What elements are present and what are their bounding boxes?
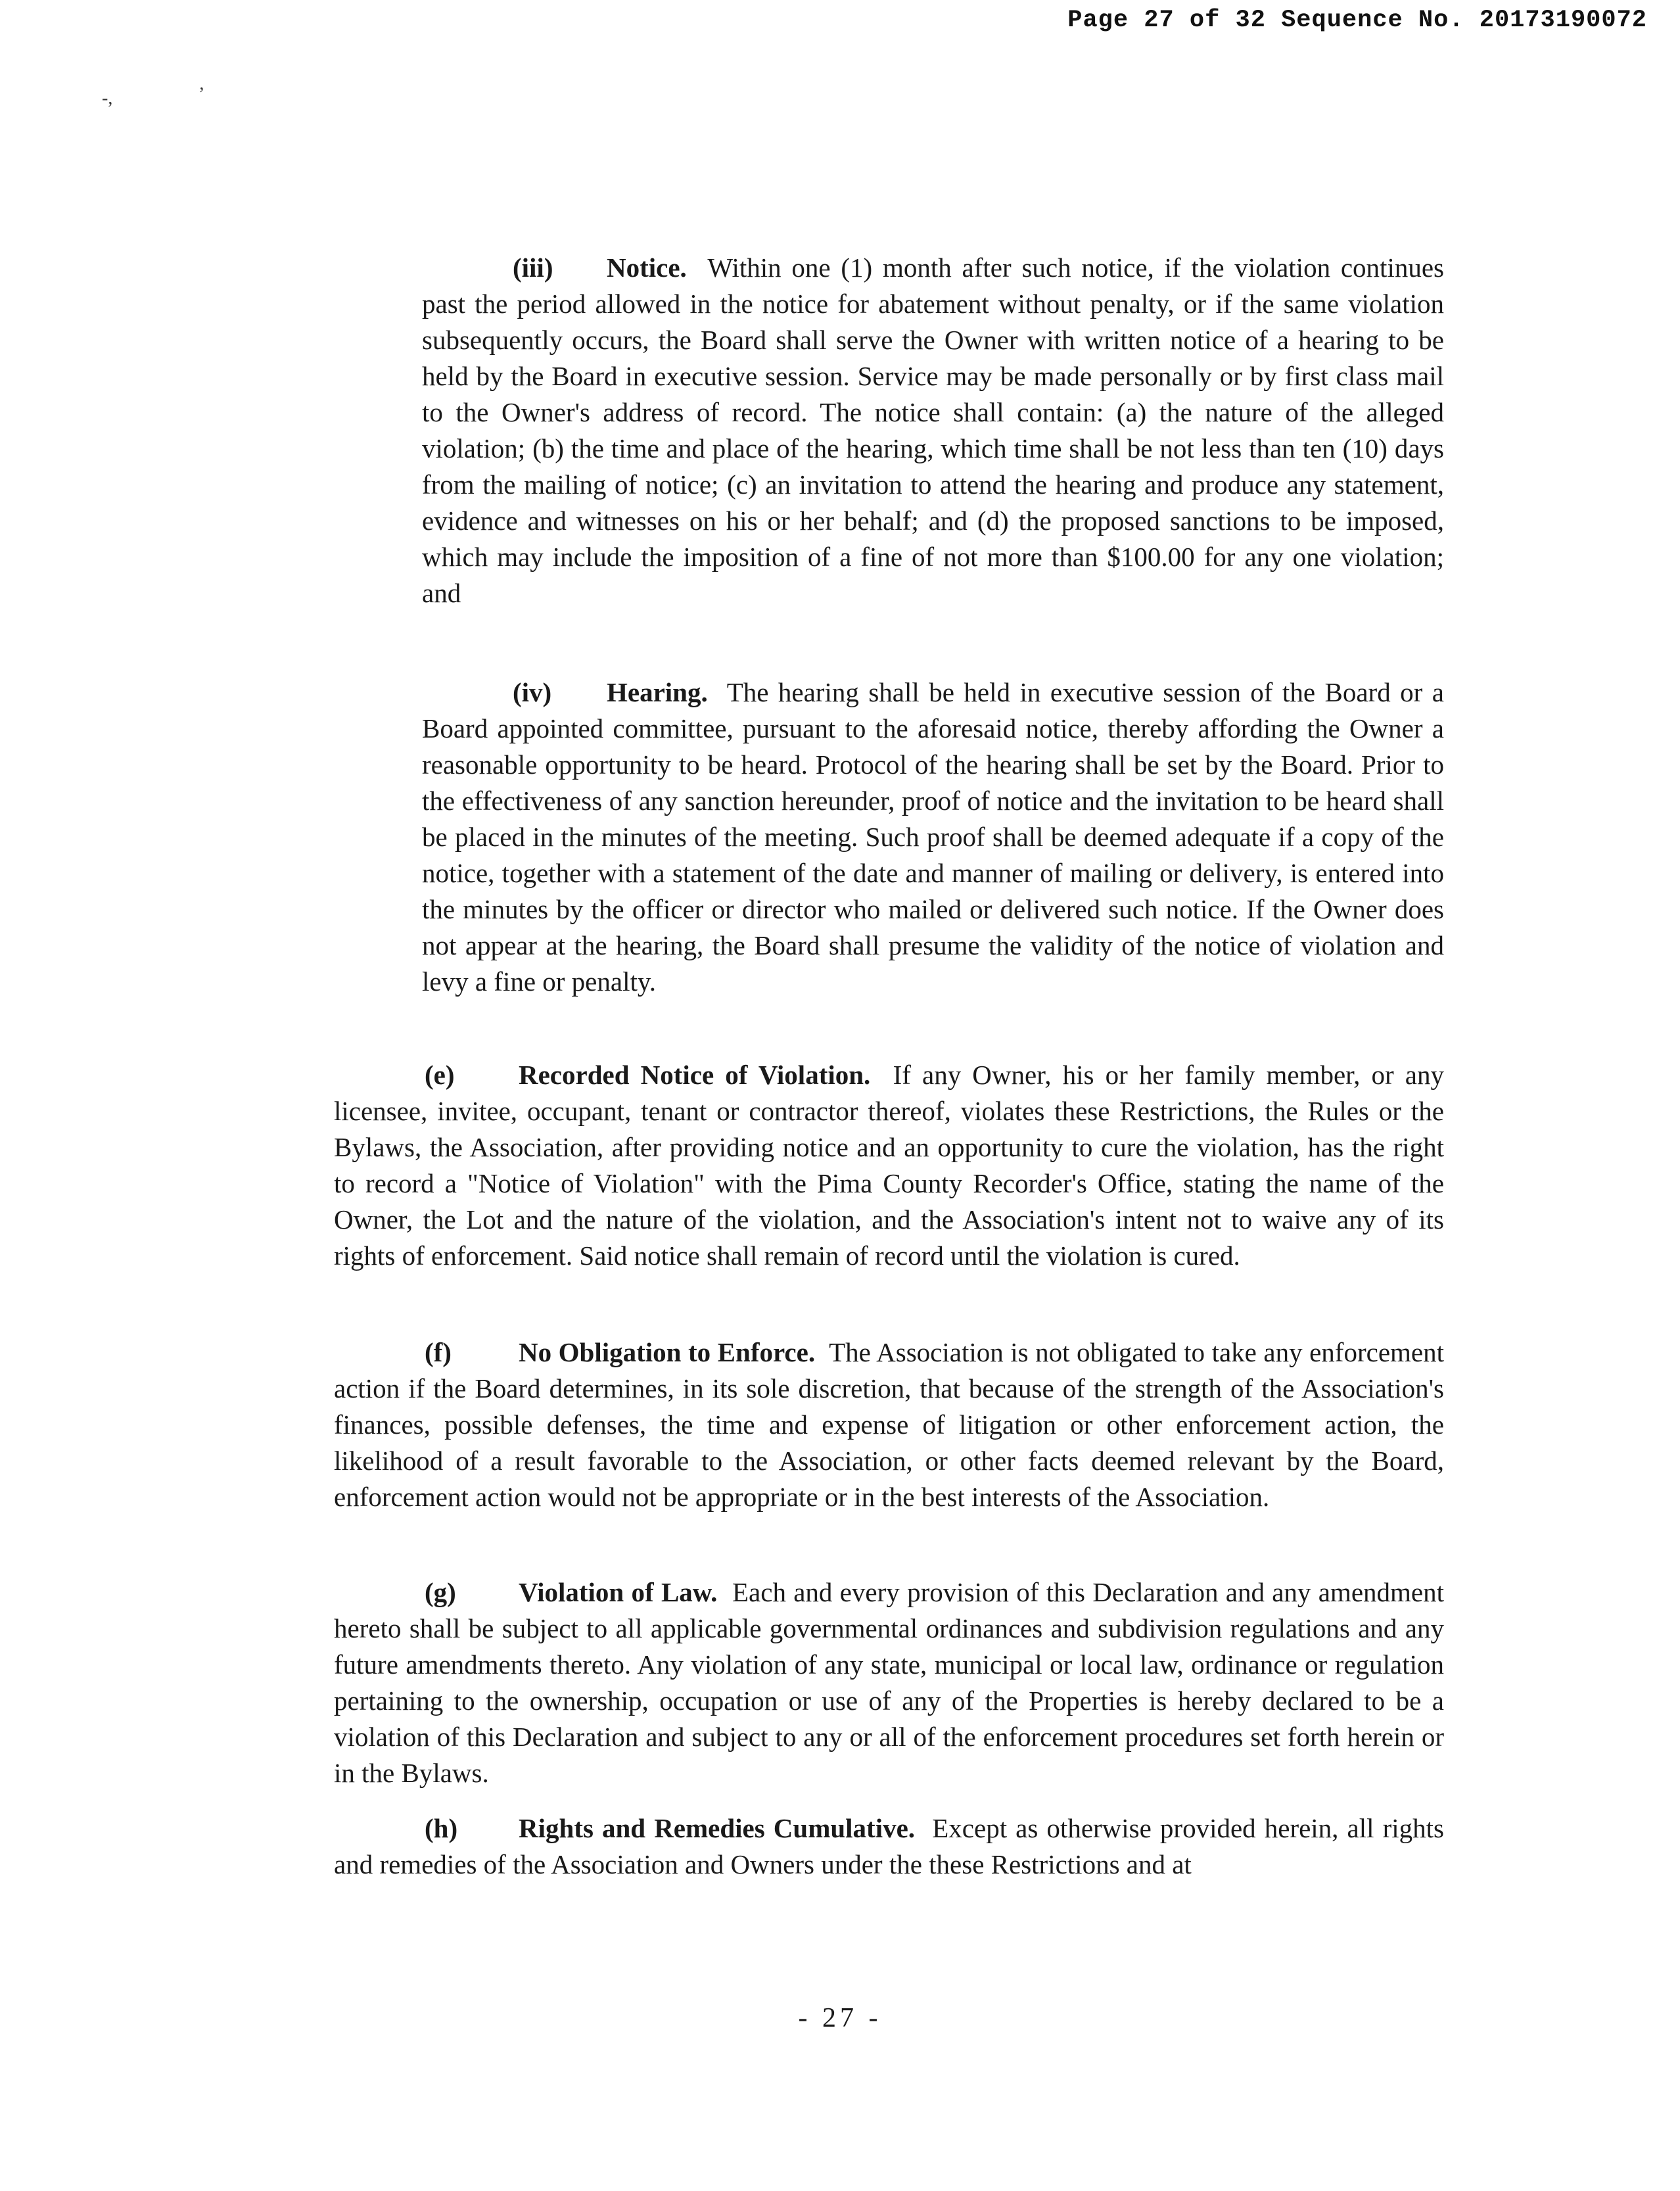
section-number: (iii) xyxy=(513,252,553,283)
section-iii-notice xyxy=(422,250,1444,611)
section-heading: Violation of Law. xyxy=(519,1577,718,1607)
scan-artifact-mark: -, xyxy=(102,88,113,108)
scan-artifact-mark: ʼ xyxy=(198,84,205,105)
section-g-violation-of-law xyxy=(334,1574,1444,1791)
section-body: If any Owner, his or her family member, or any licensee, invitee, occupant, tenant or contractor thereof, violates these Restrictions, the Rules or the Bylaws, the Association, after providing notice and an opportunity to cure the violation, has the right to record a "Notice of Violation" with the Pima County Recorder's Office, stating the name of the Owner, the Lot and the nature of the violation, and the Association's intent not to waive any of its rights of enforcement. Said notice shall remain of record until the violation is cured. xyxy=(334,1060,1445,1271)
section-number: (e) xyxy=(425,1060,455,1090)
section-body: The hearing shall be held in executive session of the Board or a Board appointed committee, pursuant to the aforesaid notice, thereby affording the Owner a reasonable opportunity to be heard. Protocol of the hearing shall be set by the Board. Prior to the effectiveness of any sanction hereunder, proof of notice and the invitation to be heard shall be placed in the minutes of the meeting. Such proof shall be deemed adequate if a copy of the notice, together with a statement of the date and manner of mailing or delivery, is entered into the minutes by the officer or director who mailed or delivered such notice. If the Owner does not appear at the hearing, the Board shall presume the validity of the notice of violation and levy a fine or penalty. xyxy=(422,677,1444,997)
section-f-no-obligation xyxy=(334,1334,1444,1515)
section-heading: Notice. xyxy=(607,252,687,283)
section-number: (iv) xyxy=(513,677,552,707)
page-number-footer: - 27 - xyxy=(798,2003,882,2033)
section-heading: Rights and Remedies Cumulative. xyxy=(519,1813,916,1843)
section-number: (f) xyxy=(425,1337,452,1367)
section-body: Each and every provision of this Declaration and any amendment hereto shall be subject to all applicable governmental ordinances and subdivision regulations and any future amendments thereto. Any violation of any state, municipal or local law, ordinance or regulation pertaining to the ownership, occupation or use of any of the Properties is hereby declared to be a violation of this Declaration and subject to any or all of the enforcement procedures set forth herein or in the Bylaws. xyxy=(334,1577,1444,1788)
section-heading: Hearing. xyxy=(607,677,708,707)
section-h-rights-remedies xyxy=(334,1810,1444,1883)
section-number: (g) xyxy=(425,1577,456,1607)
section-heading: No Obligation to Enforce. xyxy=(519,1337,816,1367)
section-body: The Association is not obligated to take any enforcement action if the Board determines, in its sole discretion, that because of the strength of the Association's finances, possible defenses, the time and expense of litigation or other enforcement action, the likelihood of a result favorable to the Association, or other facts deemed relevant by the Board, enforcement action would not be appropriate or in the best interests of the Association. xyxy=(334,1337,1444,1512)
section-body: Within one (1) month after such notice, if the violation continues past the period allowed in the notice for abatement without penalty, or if the same violation subsequently occurs, the Board shall serve the Owner with written notice of a hearing to be held by the Board in executive session. Service may be made personally or by first class mail to the Owner's address of record. The notice shall contain: (a) the nature of the alleged violation; (b) the time and place of the hearing, which time shall be not less than ten (10) days from the mailing of notice; (c) an invitation to attend the hearing and produce any statement, evidence and witnesses on his or her behalf; and (d) the proposed sanctions to be imposed, which may include the imposition of a fine of not more than $100.00 for any one violation; and xyxy=(422,252,1444,608)
section-body: Except as otherwise provided herein, all rights and remedies of the Association and Owners under the these Restrictions and at xyxy=(334,1813,1444,1879)
section-heading: Recorded Notice of Violation. xyxy=(519,1060,871,1090)
page-sequence-header: Page 27 of 32 Sequence No. 20173190072 xyxy=(1067,7,1647,34)
section-number: (h) xyxy=(425,1813,458,1843)
section-iv-hearing xyxy=(422,674,1444,1000)
section-e-recorded-notice xyxy=(334,1057,1444,1274)
